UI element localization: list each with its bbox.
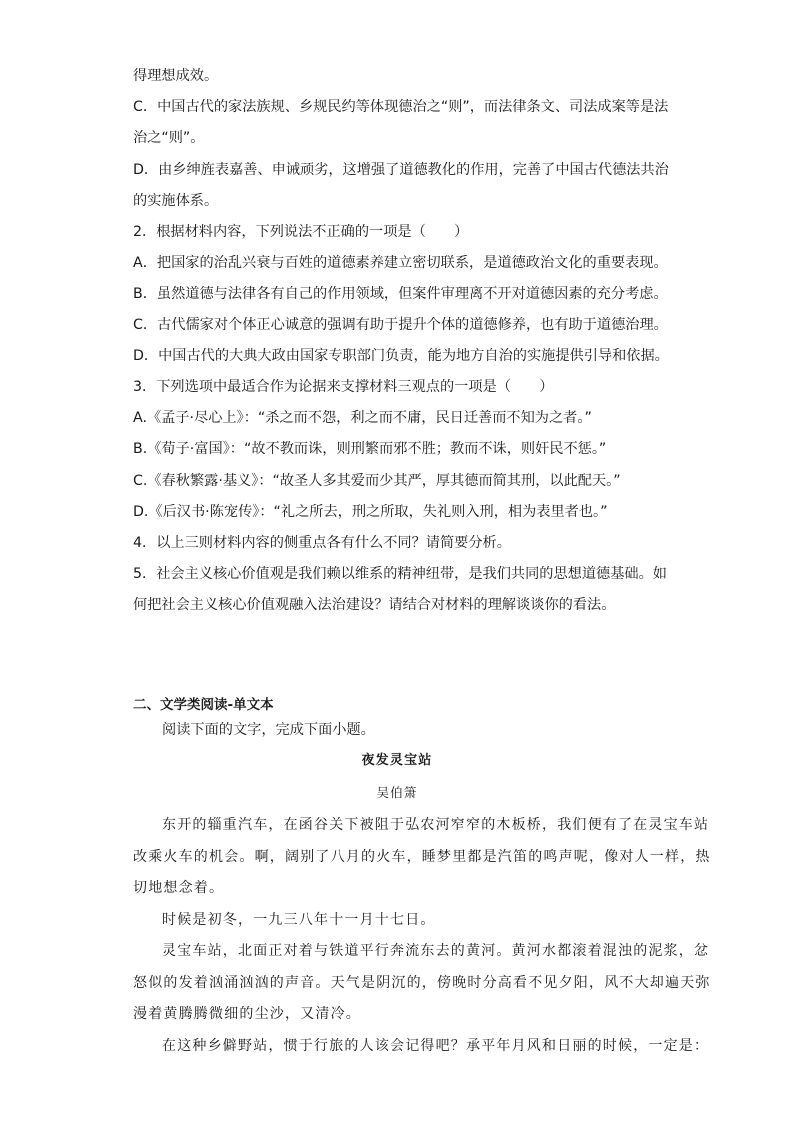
question-2-option-d: D．中国古代的大典大政由国家专职部门负责，能为地方自治的实施提供引导和依据。 bbox=[133, 348, 669, 364]
article-title: 夜发灵宝站 bbox=[361, 753, 433, 768]
question-5-line-2: 何把社会主义核心价值观融入法治建设？请结合对材料的理解谈谈你的看法。 bbox=[133, 597, 616, 613]
material-line-4: D．由乡绅旌表嘉善、申诫顽劣，这增强了道德教化的作用，完善了中国古代德法共治 bbox=[133, 162, 669, 178]
question-2-option-a: A．把国家的治乱兴衰与百姓的道德素养建立密切联系，是道德政治文化的重要表现。 bbox=[133, 255, 668, 271]
question-2-option-b: B．虽然道德与法律各有自己的作用领域，但案件审理离不开对道德因素的充分考虑。 bbox=[133, 286, 668, 302]
material-line-3: 治之“则”。 bbox=[133, 130, 205, 146]
article-paragraph-line: 切地想念着。 bbox=[133, 880, 225, 896]
material-line-5: 的实施体系。 bbox=[133, 193, 219, 209]
section-heading: 二、文学类阅读-单文本 bbox=[133, 697, 274, 713]
question-4: 4．以上三则材料内容的侧重点各有什么不同？请简要分析。 bbox=[133, 535, 511, 551]
material-line-2: C．中国古代的家法族规、乡规民约等体现德治之“则”，而法律条文、司法成案等是法 bbox=[133, 99, 669, 115]
question-5-line-1: 5．社会主义核心价值观是我们赖以维系的精神纽带，是我们共同的思想道德基础。如 bbox=[133, 566, 667, 582]
question-3-option-a: A.《孟子·尽心上》：“杀之而不怨，利之而不庸，民日迁善而不知为之者。” bbox=[133, 410, 592, 426]
article-paragraph-line: 时候是初冬，一九三八年十一月十七日。 bbox=[162, 912, 436, 928]
article-paragraph-line: 东开的辎重汽车，在函谷关下被阻于弘农河窄窄的木板桥，我们便有了在灵宝车站 bbox=[162, 817, 710, 833]
question-3-stem: 3．下列选项中最适合作为论据来支撑材料三观点的一项是（ ） bbox=[133, 379, 554, 395]
section-instruction: 阅读下面的文字，完成下面小题。 bbox=[162, 722, 375, 738]
question-3-option-b: B.《荀子·富国》：“故不教而诛，则刑繁而邪不胜；教而不诛，则奸民不惩。” bbox=[133, 441, 607, 457]
article-paragraph-line: 怒似的发着汹涌汹汹的声音。天气是阴沉的，傍晚时分高看不见夕阳，风不大却遍天弥 bbox=[133, 975, 711, 991]
article-paragraph-line: 漫着黄腾腾微细的尘沙，又清冷。 bbox=[133, 1006, 361, 1022]
question-2-stem: 2．根据材料内容，下列说法不正确的一项是（ ） bbox=[133, 224, 469, 240]
question-2-option-c: C．古代儒家对个体正心诚意的强调有助于提升个体的道德修养，也有助于道德治理。 bbox=[133, 317, 668, 333]
article-paragraph-line: 改乘火车的机会。啊，阔别了八月的火车，睡梦里都是汽笛的鸣声呢，像对人一样，热 bbox=[133, 849, 711, 865]
question-3-option-d: D.《后汉书·陈宠传》：“礼之所去，刑之所取，失礼则入刑，相为表里者也。” bbox=[133, 504, 608, 520]
article-paragraph-line: 在这种乡僻野站，惯于行旅的人该会记得吧？承平年月风和日丽的时候，一定是： bbox=[162, 1038, 710, 1054]
article-author: 吴伯箫 bbox=[376, 785, 418, 800]
material-line-1: 得理想成效。 bbox=[133, 68, 219, 84]
article-paragraph-line: 灵宝车站，北面正对着与铁道平行奔流东去的黄河。黄河水都滚着混浊的泥浆，忿 bbox=[162, 943, 710, 959]
question-3-option-c: C.《春秋繁露·基义》：“故圣人多其爱而少其严，厚其德而简其刑，以此配天。” bbox=[133, 473, 621, 489]
